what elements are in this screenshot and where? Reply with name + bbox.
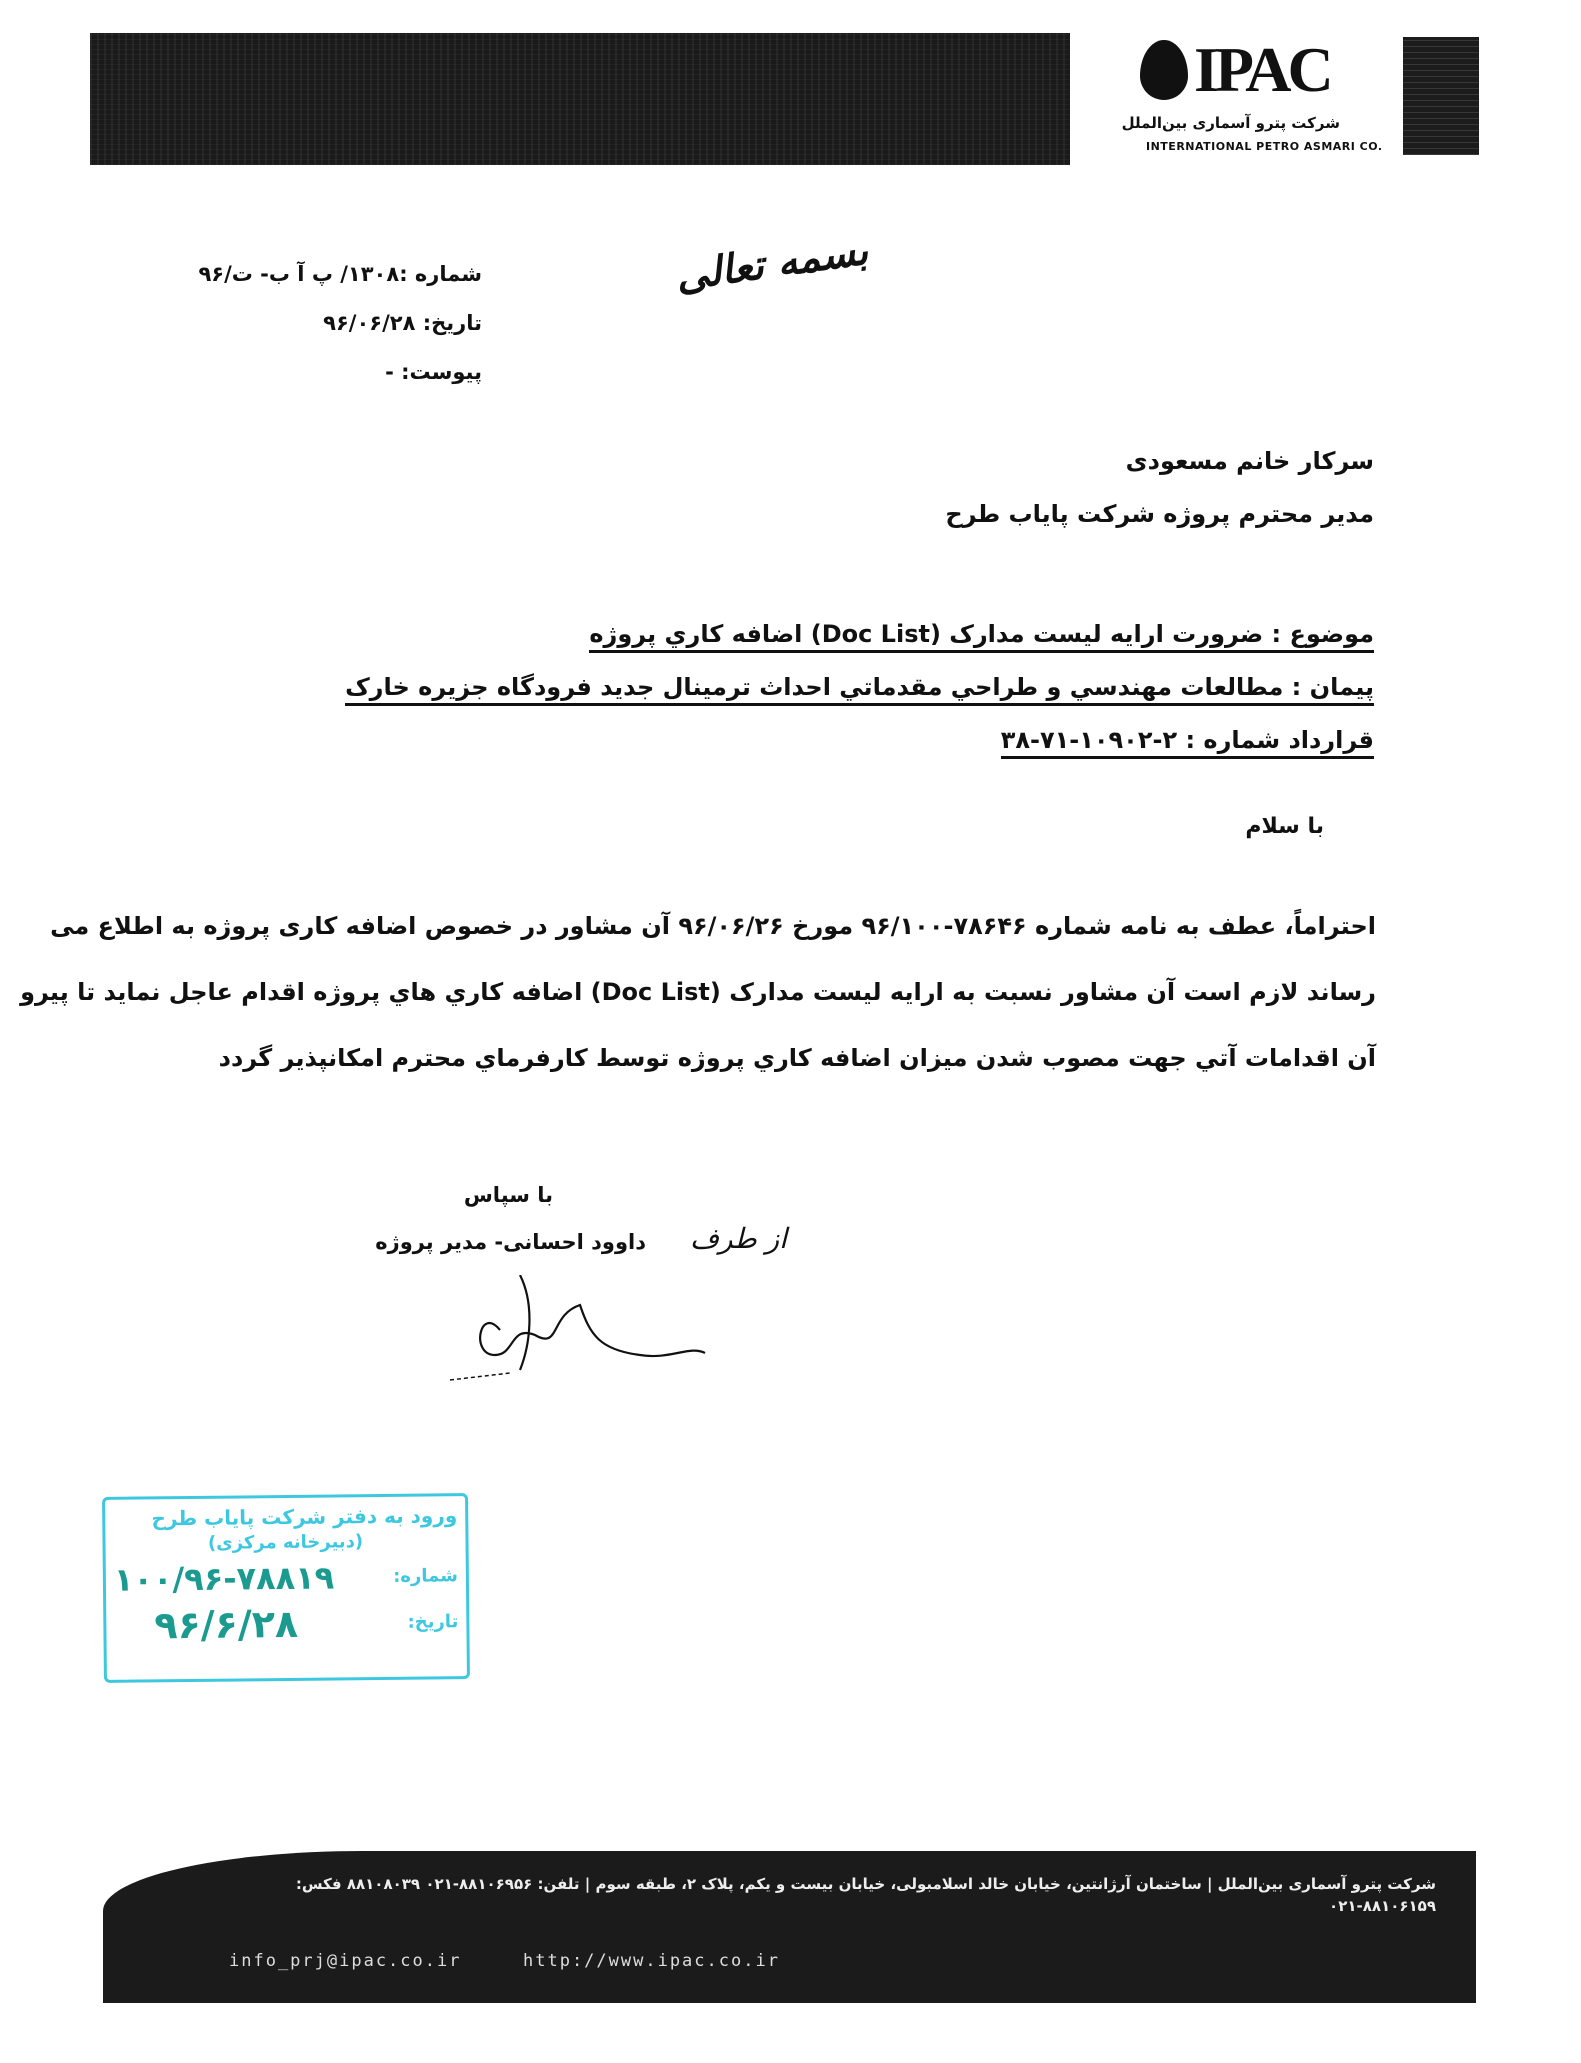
basmala: بسمه تعالی	[672, 226, 871, 301]
body-line-2: رساند لازم است آن مشاور نسبت به ارایه لیست مدارک (Doc List) اضافه کاري هاي پروژه اقدام عاجل نماید تا پیرو	[20, 978, 1376, 1006]
letter-number: شماره :۱۳۰۸/ پ آ ب- ت/۹۶	[198, 262, 482, 286]
signature-scribble	[440, 1275, 720, 1385]
handwritten-prefix: از طرف	[690, 1222, 787, 1255]
company-logo	[1121, 30, 1383, 160]
stamp-number-value: ۱۰۰/۹۶-۷۸۸۱۹	[113, 1558, 335, 1599]
footer-email[interactable]: info_prj@ipac.co.ir	[229, 1951, 462, 1971]
recipient-name: سرکار خانم مسعودی	[1125, 447, 1374, 475]
greeting: با سلام	[1245, 814, 1324, 839]
letter-attachment: پیوست: -	[385, 360, 482, 384]
header-barcode-block	[1403, 37, 1479, 155]
header-banner	[90, 33, 1070, 165]
letter-date: تاریخ: ۹۶/۰۶/۲۸	[323, 311, 482, 335]
closing: با سپاس	[463, 1183, 553, 1207]
recipient-title: مدیر محترم پروژه شرکت پایاب طرح	[945, 500, 1374, 528]
receipt-stamp	[102, 1493, 470, 1683]
signer: داوود احسانی- مدیر پروژه	[375, 1230, 646, 1254]
body-line-1: احتراماً، عطف به نامه شماره ۷۸۶۴۶-۹۶/۱۰۰ مورخ ۹۶/۰۶/۲۶ آن مشاور در خصوص اضافه کاری پروژه به اطلاع می	[50, 912, 1376, 940]
footer-address: شرکت پترو آسماری بین‌الملل | ساختمان آرژانتین، خیابان خالد اسلامبولی، خیابان بیست و یکم، پلاک ۲، طبقه سوم | تلفن: ۸۸۱۰۶۹۵۶-۰۲۱ ۸۸۱۰۸۰۳۹ فکس: ۸۸۱۰۶۱۵۹-۰۲۱	[295, 1875, 1436, 1915]
stamp-date-value: ۹۶/۶/۲۸	[154, 1601, 299, 1648]
contract-line: پیمان : مطالعات مهندسي و طراحي مقدماتي احداث ترمینال جدید فرودگاه جزیره خارک	[345, 673, 1374, 706]
stamp-number-label: شماره:	[393, 1565, 458, 1587]
stamp-line-1: ورود به دفتر شرکت پایاب طرح	[151, 1503, 458, 1531]
company-name-fa: شرکت پترو آسماری بین‌الملل	[1121, 114, 1340, 132]
stamp-date-label: تاریخ:	[407, 1611, 459, 1633]
body-line-3: آن اقدامات آتي جهت مصوب شدن میزان اضافه کاري پروژه توسط کارفرماي محترم امکانپذیر گردد	[218, 1044, 1376, 1072]
contract-number: قرارداد شماره : ۲-۱۰۹۰۲-۷۱-۳۸	[1001, 726, 1374, 759]
logo-text: IPAC	[1194, 34, 1330, 105]
stamp-line-2: (دبیرخانه مرکزی)	[207, 1531, 364, 1554]
footer-banner	[103, 1851, 1476, 2003]
footer-website[interactable]: http://www.ipac.co.ir	[523, 1951, 780, 1971]
oil-drop-icon	[1140, 40, 1188, 100]
subject-line: موضوع : ضرورت ارایه لیست مدارک (Doc List) اضافه کاري پروژه	[589, 620, 1374, 653]
company-name-en: INTERNATIONAL PETRO ASMARI CO.	[1146, 140, 1383, 153]
